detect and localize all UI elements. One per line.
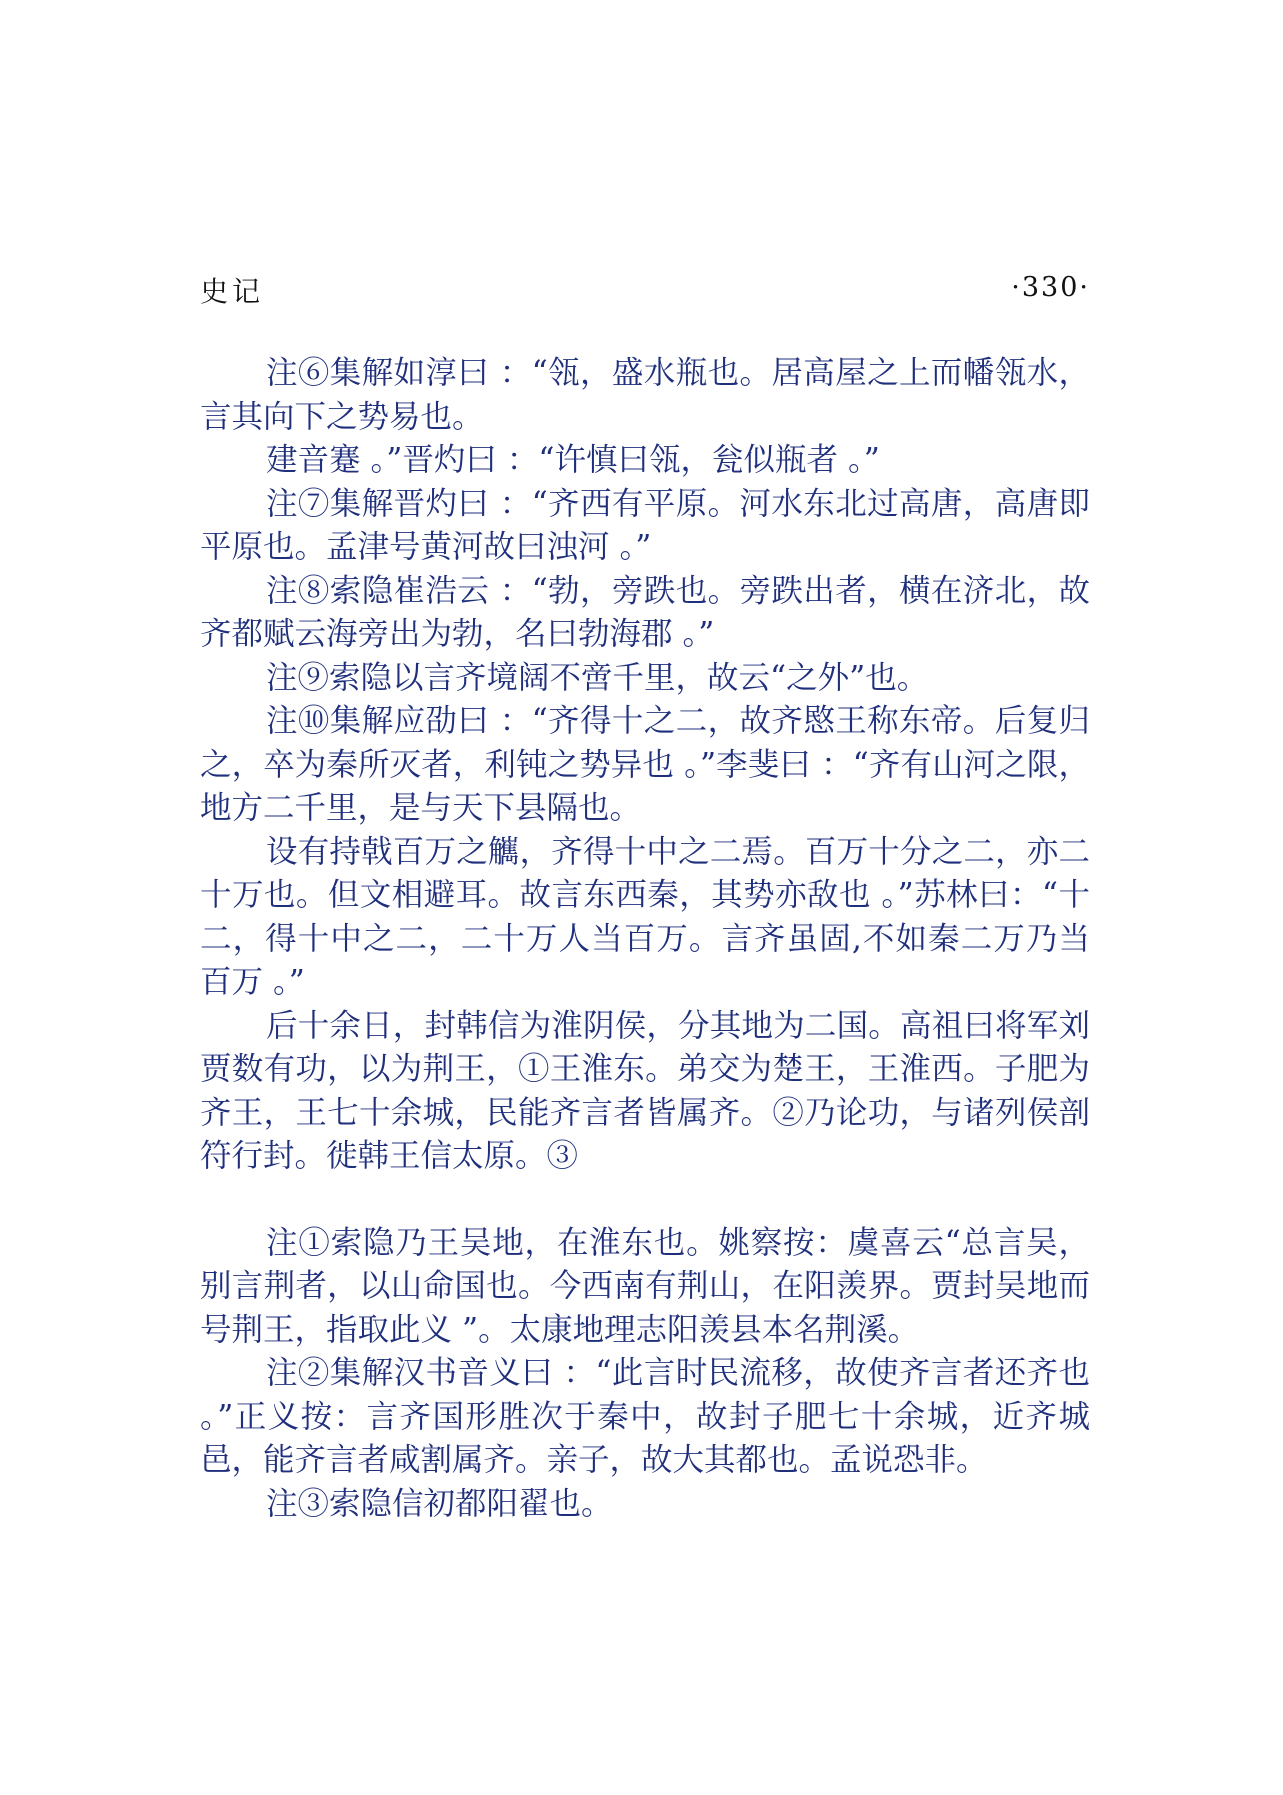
page-number: ·330· [1011,272,1090,303]
page-header [200,270,1090,310]
note-2: 注②集解汉书音义曰 ：“此言时民流移，故使齐言者还齐也 。”正义按：言齐国形胜次于秦中，故封子肥七十余城，近齐城邑，能齐言者咸割属齐。亲子，故大其都也。孟说恐非。 [200,1355,1101,1478]
note-9: 注⑨索隐以言齐境阔不啻千里，故云“之外”也。 [266,659,929,696]
note-6-continued: 建音蹇 。”晋灼曰 ：“许慎曰瓴，瓮似瓶者 。” [266,442,880,478]
main-text-paragraph: 后十余日，封韩信为淮阴侯，分其地为二国。高祖曰将军刘贾数有功，以为荆王，①王淮东。弟交为楚王，王淮西。子肥为齐王，王七十余城，民能齐言者皆属齐。②乃论功，与诸列侯剖符行封。徙韩王信太原。③ [200,1007,1090,1174]
note-7: 注⑦集解晋灼曰 ：“齐西有平原。河水东北过高唐，高唐即平原也。孟津号黄河故曰浊河 。” [200,485,1090,565]
note-10: 注⑩集解应劭曰 ：“齐得十之二，故齐愍王称东帝。后复归之，卒为秦所灭者，利钝之势异也 。”李斐曰 ：“齐有山河之限，地方二千里，是与天下县隔也。 [200,703,1090,826]
note-1: 注①索隐乃王吴地，在淮东也。姚察按：虞喜云“总言吴，别言荆者，以山命国也。今西南有荆山，在阳羡界。贾封吴地而号荆王，指取此义 ”。太康地理志阳羡县本名荆溪。 [200,1224,1090,1348]
book-title: 史记 [200,275,265,308]
note-10-continued: 设有持戟百万之觽，齐得十中之二焉。百万十分之二，亦二十万也。但文相避耳。故言东西秦，其势亦敌也 。”苏林曰：“十二，得十中之二，二十万人当百万。言齐虽固,不如秦二万乃当百万 。” [200,833,1090,1000]
paragraph-gap [200,1179,1090,1222]
note-3: 注③索隐信初都阳翟也。 [266,1485,613,1522]
body-text [200,352,1101,1526]
note-6: 注⑥集解如淳曰 ：“瓴，盛水瓶也。居高屋之上而幡瓴水，言其向下之势易也。 [200,355,1090,435]
note-8: 注⑧索隐崔浩云 ：“勃，旁跌也。旁跌出者，横在济北，故齐都赋云海旁出为勃，名曰勃海郡 。” [200,572,1090,652]
